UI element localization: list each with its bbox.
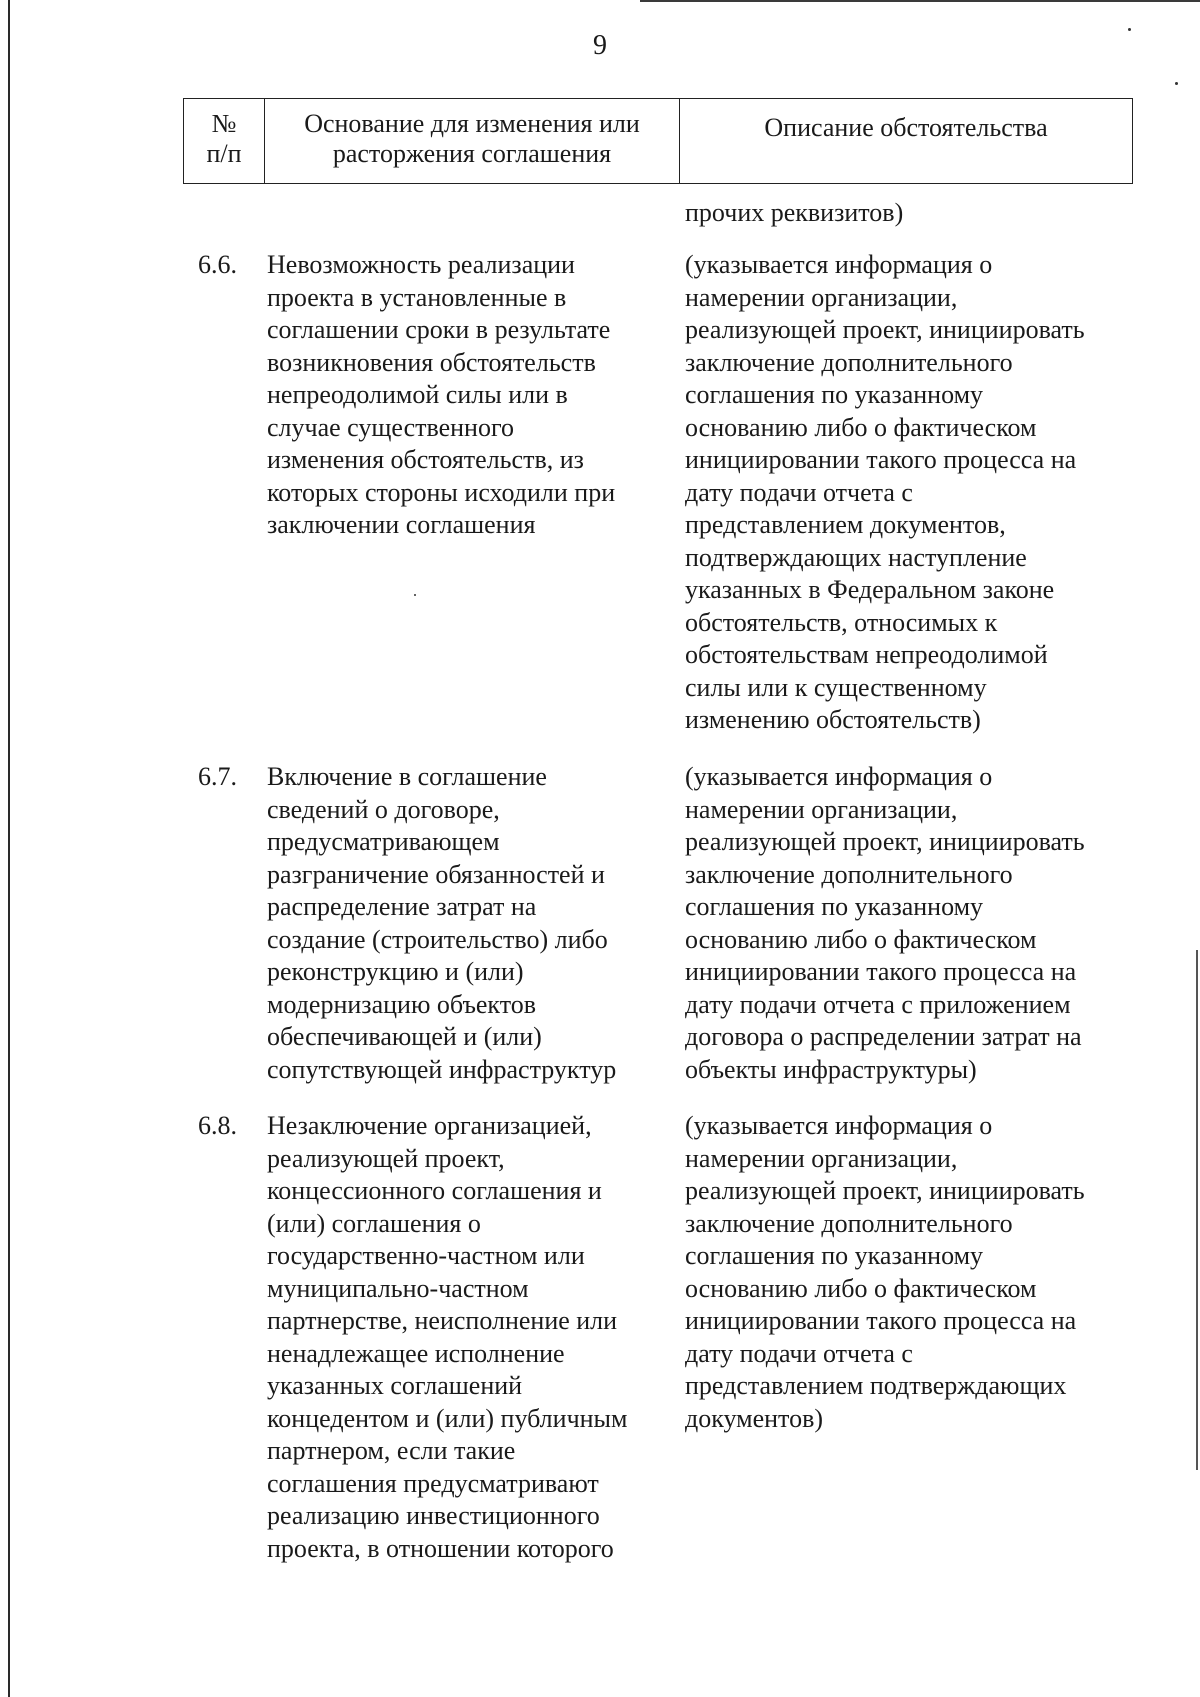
scan-edge-top (640, 0, 1200, 2)
header-basis-line2: расторжения соглашения (332, 139, 612, 168)
scan-edge-left (8, 0, 10, 1697)
header-number-abbrev: п/п (206, 139, 242, 168)
scan-edge-right (1196, 950, 1198, 1470)
continued-description: прочих реквизитов) (685, 198, 904, 227)
header-cell-description (680, 99, 1132, 183)
row-number: 6.8. (198, 1111, 237, 1140)
row-number: 6.6. (198, 250, 237, 279)
scan-speck (414, 594, 416, 596)
table-header (183, 98, 1133, 184)
header-cell-basis (265, 99, 680, 183)
header-number-symbol: № (211, 109, 237, 138)
scan-speck (1175, 82, 1178, 85)
row-basis: Невозможность реализации проекта в установленные в соглашении сроки в результате возникновения обстоятельств непреодолимой силы или в случае существенного изменения обстоятельств, из которых стороны исходили при заключении соглашения (267, 250, 616, 539)
row-description: (указывается информация о намерении организации, реализующей проект, инициировать заключение дополнительного соглашения по указанному основанию либо о фактическом инициировании такого процесса на дату подачи отчета с представлением документов, подтверждающих наступление указанных в Федеральном законе обстоятельств, относимых к обстоятельствам непреодолимой силы или к существенному изменению обстоятельств) (685, 250, 1085, 734)
row-description: (указывается информация о намерении организации, реализующей проект, инициировать заключение дополнительного соглашения по указанному основанию либо о фактическом инициировании такого процесса на дату подачи отчета с представлением подтверждающих документов) (685, 1111, 1085, 1433)
header-basis-line1: Основание для изменения или (304, 109, 640, 138)
page-number: 9 (593, 30, 607, 61)
row-basis: Включение в соглашение сведений о договоре, предусматривающем разграничение обязанностей и распределение затрат на создание (строительство) либо реконструкцию и (или) модернизацию объектов обеспечивающей и (или) сопутствующей инфраструктур (267, 762, 617, 1084)
row-description: (указывается информация о намерении организации, реализующей проект, инициировать заключение дополнительного соглашения по указанному основанию либо о фактическом инициировании такого процесса на дату подачи отчета с приложением договора о распределении затрат на объекты инфраструктуры) (685, 762, 1085, 1084)
row-number: 6.7. (198, 762, 237, 791)
row-basis: Незаключение организацией, реализующей проект, концессионного соглашения и (или) соглашения о государственно-частном или муниципально-частном партнерстве, неисполнение или ненадлежащее исполнение указанных соглашений концедентом и (или) публичным партнером, если такие соглашения предусматривают реализацию инвестиционного проекта, в отношении которого (267, 1111, 628, 1563)
header-description: Описание обстоятельства (764, 113, 1048, 142)
header-cell-number (184, 99, 265, 183)
